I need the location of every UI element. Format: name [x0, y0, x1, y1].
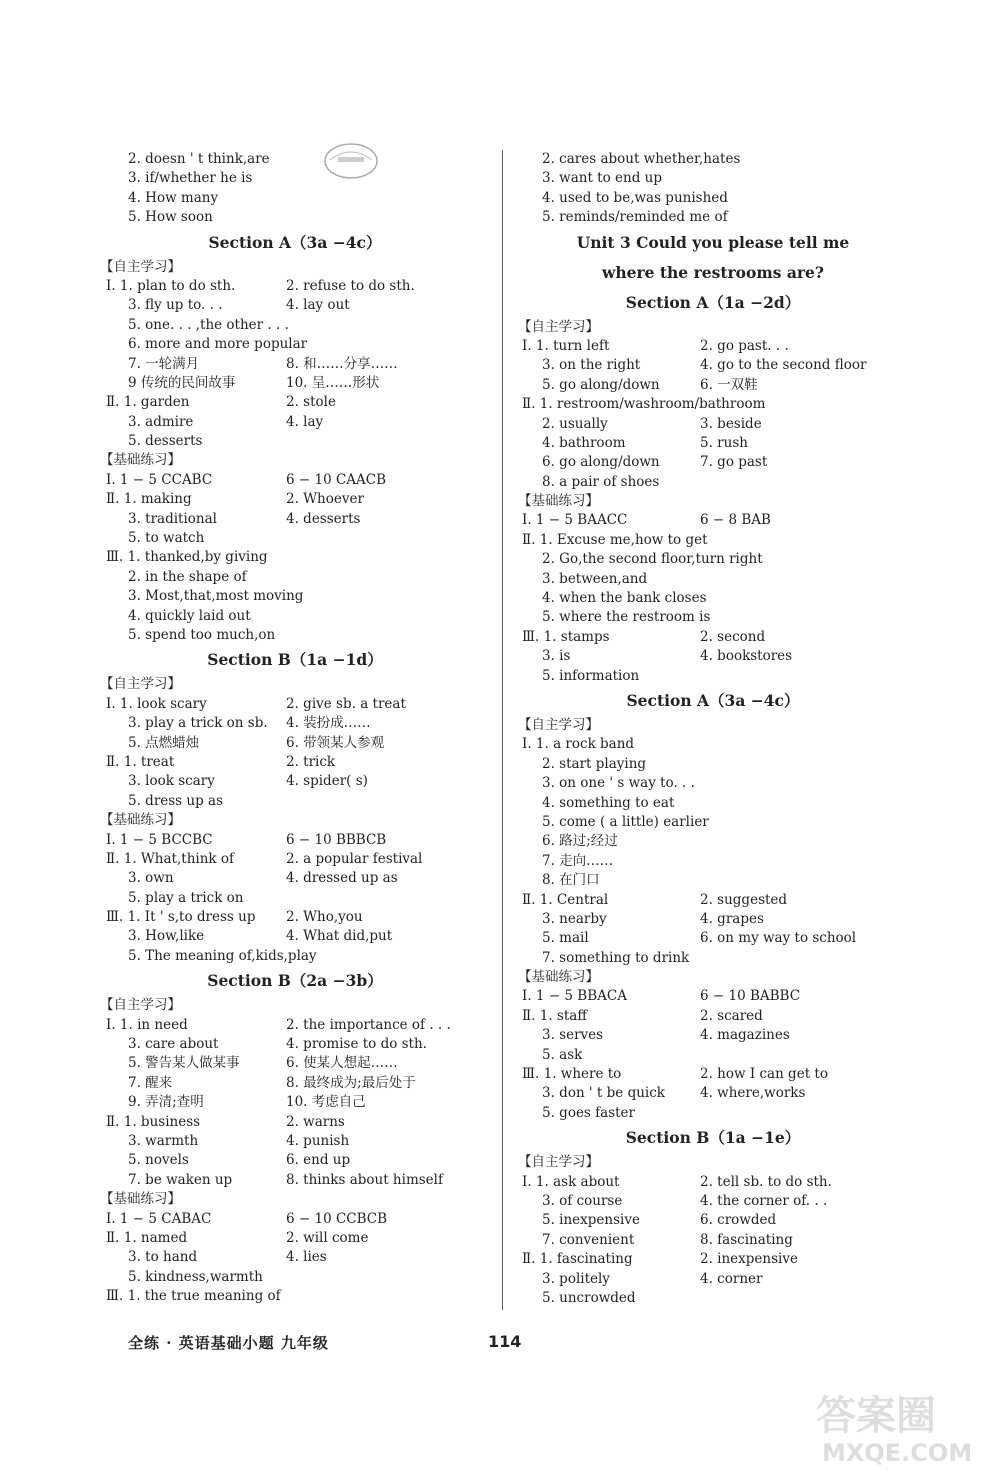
answer-text: 5. reminds/reminded me of	[542, 209, 728, 226]
answer-text: 8. 和……分享……	[286, 355, 398, 372]
answer-line	[518, 910, 908, 929]
answer-line	[518, 929, 908, 948]
answer-text: 4. when the bank closes	[542, 590, 707, 607]
answer-text: 2. a popular festival	[286, 850, 423, 867]
answer-line	[100, 869, 490, 888]
answer-text: 2. in the shape of	[128, 568, 247, 585]
answer-line	[518, 667, 908, 686]
answer-text: 6. on my way to school	[700, 930, 857, 947]
answer-text: 8. 最终成为;最后处于	[286, 1074, 416, 1091]
answer-text: 6 − 10 BABBC	[700, 988, 801, 1005]
answer-text: 2. go past. . .	[700, 337, 789, 354]
section-heading: Section B（1a −1e）	[625, 1128, 801, 1148]
answer-text: 5. uncrowded	[542, 1289, 636, 1306]
answer-line	[518, 570, 908, 589]
answer-line	[518, 169, 908, 188]
answer-line	[518, 608, 908, 627]
section-heading: Section A（3a −4c）	[626, 690, 800, 710]
answer-text: 3. fly up to. . .	[128, 297, 223, 314]
answer-text: 3. between,and	[542, 570, 648, 587]
answer-line	[100, 393, 490, 412]
answer-text: 4. How many	[128, 189, 219, 206]
answer-text: Ⅲ. 1. stamps	[522, 628, 610, 645]
answer-text: Ⅰ. 1. a rock band	[522, 736, 635, 753]
answer-text: 2. Go,the second floor,turn right	[542, 551, 763, 568]
answer-text: 4. corner	[700, 1270, 763, 1287]
answer-line	[100, 374, 490, 393]
answer-line	[100, 1210, 490, 1229]
exercise-tag: 【自主学习】	[100, 997, 181, 1014]
answer-text: 4. go to the second floor	[700, 357, 867, 374]
answer-text: 3. admire	[128, 413, 194, 430]
answer-text: 4. 装扮成……	[286, 715, 371, 732]
answer-line	[100, 1113, 490, 1132]
page-number: 114	[488, 1332, 522, 1351]
answer-line	[518, 852, 908, 871]
answer-line	[518, 1270, 908, 1289]
answer-text: 3. of course	[542, 1192, 623, 1209]
answer-line	[100, 1054, 490, 1073]
exercise-tag: 【基础练习】	[100, 1191, 181, 1208]
answer-text: 3. care about	[128, 1036, 219, 1053]
answer-line	[518, 949, 908, 968]
answer-line	[100, 587, 490, 606]
answer-text: 6. 一双鞋	[700, 376, 758, 393]
answer-text: 6. crowded	[700, 1212, 777, 1229]
answer-text: 2. inexpensive	[700, 1251, 798, 1268]
answer-text: Ⅱ. 1. named	[106, 1229, 188, 1246]
answer-text: 8. a pair of shoes	[542, 473, 660, 490]
answer-line	[518, 395, 908, 414]
answer-line	[100, 316, 490, 335]
answer-text: 2. stole	[286, 394, 336, 411]
answer-text: 2. trick	[286, 753, 336, 770]
answer-text: 6. go along/down	[542, 454, 660, 471]
book-title-footer: 全练 · 英语基础小题 九年级	[128, 1334, 329, 1352]
answer-line	[100, 695, 490, 714]
answer-text: 5. ask	[542, 1046, 583, 1063]
answer-line	[100, 355, 490, 374]
answer-line	[100, 568, 490, 587]
answer-text: 3. Most,that,most moving	[128, 588, 304, 605]
unit-title: where the restrooms are?	[601, 262, 825, 282]
right-answer-column	[518, 150, 908, 1308]
answer-text: 9 传统的民间故事	[128, 374, 236, 391]
answer-text: Ⅱ. 1. treat	[106, 753, 175, 770]
answer-text: 7. 醒来	[128, 1074, 173, 1091]
answer-line	[518, 208, 908, 227]
answer-text: 4. lay out	[286, 297, 350, 314]
answer-line	[518, 356, 908, 375]
exercise-tag: 【基础练习】	[518, 493, 599, 510]
answer-text: 3. is	[542, 648, 571, 665]
answer-line	[100, 169, 490, 188]
exercise-tag: 【基础练习】	[518, 969, 599, 986]
answer-text: 6 − 10 CCBCB	[286, 1210, 388, 1227]
answer-text: 5. rush	[700, 434, 748, 451]
answer-text: Ⅰ. 1. in need	[106, 1016, 188, 1033]
exercise-tag: 【自主学习】	[518, 318, 599, 335]
column-divider	[502, 150, 503, 1310]
answer-text: Ⅰ. 1 − 5 CABAC	[106, 1210, 212, 1227]
answer-text: 8. 在门口	[542, 872, 600, 889]
answer-text: 2. the importance of . . .	[286, 1016, 451, 1033]
answer-line	[100, 296, 490, 315]
answer-line	[100, 947, 490, 966]
answer-text: 3. if/whether he is	[128, 170, 253, 187]
answer-text: 6 − 8 BAB	[700, 512, 771, 529]
exercise-tag: 【自主学习】	[518, 1154, 599, 1171]
answer-text: 4. punish	[286, 1132, 350, 1149]
answer-text: Ⅱ. 1. garden	[106, 394, 190, 411]
answer-line	[518, 1231, 908, 1250]
answer-line	[100, 1132, 490, 1151]
answer-text: 7. 一轮满月	[128, 355, 200, 372]
answer-text: 5. come ( a little) earlier	[542, 813, 709, 830]
answer-text: 5. where the restroom is	[542, 609, 711, 626]
answer-text: 5. novels	[128, 1152, 189, 1169]
answer-text: 4. magazines	[700, 1027, 790, 1044]
answer-line	[518, 987, 908, 1006]
answer-line	[518, 550, 908, 569]
answer-text: 7. something to drink	[542, 949, 690, 966]
answer-text: Ⅱ. 1. restroom/washroom/bathroom	[522, 396, 766, 413]
answer-line	[518, 337, 908, 356]
answer-text: 5. to watch	[128, 530, 205, 547]
answer-line	[100, 189, 490, 208]
answer-text: 2. give sb. a treat	[286, 695, 406, 712]
answer-text: 4. dressed up as	[286, 870, 398, 887]
answer-text: 2. usually	[542, 415, 608, 432]
answer-line	[100, 150, 490, 169]
exercise-tag: 【基础练习】	[100, 452, 181, 469]
answer-text: Ⅱ. 1. Central	[522, 891, 609, 908]
answer-text: 2. suggested	[700, 891, 788, 908]
answer-text: 3. want to end up	[542, 170, 662, 187]
section-heading: Section A（1a −2d）	[625, 292, 801, 312]
answer-line	[518, 755, 908, 774]
answer-text: 3. serves	[542, 1027, 604, 1044]
answer-line	[100, 277, 490, 296]
watermark-logo	[802, 1377, 982, 1467]
answer-text: 2. scared	[700, 1007, 763, 1024]
answer-line	[100, 432, 490, 451]
answer-line	[100, 908, 490, 927]
answer-text: 7. be waken up	[128, 1171, 233, 1188]
answer-line	[518, 1104, 908, 1123]
answer-text: 3. nearby	[542, 910, 607, 927]
answer-text: Ⅰ. 1 − 5 BBACA	[522, 988, 627, 1005]
exercise-tag: 【基础练习】	[100, 812, 181, 829]
answer-line	[100, 734, 490, 753]
answer-text: Ⅱ. 1. staff	[522, 1007, 587, 1024]
answer-text: Ⅰ. 1. ask about	[522, 1173, 620, 1190]
answer-text: 5. goes faster	[542, 1104, 635, 1121]
answer-line	[100, 607, 490, 626]
answer-text: 4. bookstores	[700, 648, 793, 665]
answer-text: 6. end up	[286, 1152, 351, 1169]
answer-text: 9. 弄清;查明	[128, 1094, 204, 1111]
answer-line	[100, 772, 490, 791]
answer-line	[100, 850, 490, 869]
answer-text: 6. 使某人想起……	[286, 1055, 398, 1072]
answer-line	[518, 531, 908, 550]
answer-text: 5. kindness,warmth	[128, 1268, 263, 1285]
answer-text: 2. refuse to do sth.	[286, 277, 415, 294]
answer-text: 6. 路过;经过	[542, 833, 618, 850]
answer-line	[100, 1287, 490, 1306]
answer-line	[100, 1229, 490, 1248]
unit-title: Unit 3 Could you please tell me	[576, 232, 850, 252]
answer-text: Ⅱ. 1. making	[106, 491, 192, 508]
answer-text: 5. 警告某人做某事	[128, 1055, 240, 1072]
answer-text: 2. Whoever	[286, 491, 364, 508]
answer-text: 5. go along/down	[542, 376, 660, 393]
answer-line	[518, 150, 908, 169]
answer-text: 3. on one ' s way to. . .	[542, 775, 695, 792]
section-heading: Section A（3a −4c）	[208, 232, 382, 252]
answer-text: 4. the corner of. . .	[700, 1192, 828, 1209]
answer-line	[100, 510, 490, 529]
answer-text: 5. 点燃蜡烛	[128, 734, 200, 751]
answer-line	[100, 335, 490, 354]
answer-text: 3. play a trick on sb.	[128, 715, 268, 732]
answer-line	[100, 1248, 490, 1267]
answer-text: Ⅰ. 1. look scary	[106, 695, 207, 712]
answer-line	[518, 1084, 908, 1103]
answer-text: Ⅱ. 1. business	[106, 1113, 201, 1130]
answer-line	[100, 626, 490, 645]
answer-text: 3. on the right	[542, 357, 641, 374]
answer-text: 4. something to eat	[542, 794, 675, 811]
answer-line	[518, 1173, 908, 1192]
answer-line	[518, 891, 908, 910]
answer-line	[518, 1192, 908, 1211]
answer-line	[100, 792, 490, 811]
answer-text: 5. spend too much,on	[128, 626, 276, 643]
exercise-tag: 【自主学习】	[100, 258, 181, 275]
answer-text: 2. start playing	[542, 755, 647, 772]
exercise-tag: 【自主学习】	[518, 716, 599, 733]
answer-text: 5. play a trick on	[128, 889, 244, 906]
answer-text: 7. go past	[700, 454, 768, 471]
answer-text: 4. What did,put	[286, 928, 393, 945]
answer-line	[100, 471, 490, 490]
answer-text: 3. own	[128, 870, 174, 887]
exercise-tag: 【自主学习】	[100, 676, 181, 693]
answer-line	[518, 1211, 908, 1230]
answer-line	[100, 1151, 490, 1170]
answer-text: 2. second	[700, 628, 766, 645]
answer-text: 5. The meaning of,kids,play	[128, 947, 317, 964]
answer-text: 3. beside	[700, 415, 762, 432]
answer-text: 10. 考虑自己	[286, 1094, 366, 1111]
answer-text: 2. doesn ' t think,are	[128, 151, 270, 167]
answer-text: Ⅲ. 1. where to	[522, 1066, 622, 1083]
answer-line	[518, 735, 908, 754]
answer-text: 5. information	[542, 667, 640, 684]
answer-line	[518, 1065, 908, 1084]
answer-line	[518, 589, 908, 608]
answer-line	[518, 871, 908, 890]
answer-text: Ⅱ. 1. fascinating	[522, 1251, 633, 1268]
answer-text: 6 − 10 CAACB	[286, 471, 387, 488]
answer-line	[518, 1007, 908, 1026]
answer-text: Ⅱ. 1. What,think of	[106, 850, 234, 867]
answer-text: 5. desserts	[128, 433, 203, 450]
answer-line	[100, 413, 490, 432]
answer-line	[100, 1035, 490, 1054]
answer-line	[518, 473, 908, 492]
answer-line	[100, 490, 490, 509]
answer-text: 5. dress up as	[128, 792, 224, 809]
answer-line	[100, 831, 490, 850]
answer-text: 7. 走向……	[542, 852, 614, 869]
answer-line	[518, 774, 908, 793]
answer-text: 4. used to be,was punished	[542, 189, 728, 206]
answer-line	[518, 1250, 908, 1269]
answer-text: 3. don ' t be quick	[542, 1085, 665, 1102]
answer-text: 10. 呈……形状	[286, 374, 380, 391]
answer-text: 3. politely	[542, 1270, 610, 1287]
answer-text: 5. one. . . ,the other . . .	[128, 316, 289, 333]
answer-line	[100, 1016, 490, 1035]
answer-text: 8. thinks about himself	[286, 1171, 443, 1188]
answer-text: Ⅰ. 1 − 5 BCCBC	[106, 831, 213, 848]
answer-line	[100, 529, 490, 548]
section-heading: Section B（2a −3b）	[207, 971, 383, 991]
answer-text: 2. warns	[286, 1113, 345, 1130]
answer-line	[518, 813, 908, 832]
answer-text: 4. lies	[286, 1249, 327, 1266]
answer-line	[518, 453, 908, 472]
answer-line	[100, 1171, 490, 1190]
answer-text: 5. mail	[542, 930, 589, 947]
answer-text: 2. Who,you	[286, 909, 363, 926]
answer-text: 5. inexpensive	[542, 1212, 640, 1229]
answer-text: 6. more and more popular	[128, 336, 308, 353]
answer-line	[518, 628, 908, 647]
answer-text: Ⅰ. 1 − 5 BAACC	[522, 512, 628, 529]
answer-text: 4. where,works	[700, 1085, 806, 1102]
answer-line	[518, 434, 908, 453]
answer-text: 4. lay	[286, 413, 324, 430]
answer-text: Ⅰ. 1. turn left	[522, 337, 610, 354]
answer-text: 3. How,like	[128, 928, 205, 945]
answer-line	[518, 1026, 908, 1045]
answer-line	[100, 1268, 490, 1287]
answer-text: 4. bathroom	[542, 434, 626, 451]
answer-text: Ⅲ. 1. It ' s,to dress up	[106, 909, 256, 926]
answer-text: Ⅰ. 1 − 5 CCABC	[106, 471, 213, 488]
answer-line	[518, 1289, 908, 1308]
answer-line	[100, 548, 490, 567]
answer-line	[518, 376, 908, 395]
answer-line	[100, 1093, 490, 1112]
answer-text: 4. grapes	[700, 910, 764, 927]
answer-text: 4. desserts	[286, 510, 361, 527]
answer-text: 6 − 10 BBBCB	[286, 831, 387, 848]
left-answer-column	[100, 150, 490, 1306]
answer-text: 7. convenient	[542, 1231, 635, 1248]
answer-text: 4. promise to do sth.	[286, 1036, 427, 1053]
answer-text: 5. How soon	[128, 209, 213, 226]
answer-line	[518, 1046, 908, 1065]
answer-text: 2. how I can get to	[700, 1066, 828, 1083]
answer-text: Ⅲ. 1. the true meaning of	[106, 1288, 281, 1305]
answer-text: 3. warmth	[128, 1132, 199, 1149]
svg-text:MXQE.COM: MXQE.COM	[822, 1439, 973, 1467]
answer-text: 2. cares about whether,hates	[542, 151, 741, 167]
answer-line	[518, 415, 908, 434]
answer-line	[100, 1074, 490, 1093]
answer-text: Ⅲ. 1. thanked,by giving	[106, 549, 268, 566]
section-heading: Section B（1a −1d）	[207, 650, 383, 670]
answer-text: 4. spider( s)	[286, 773, 368, 790]
answer-text: 3. to hand	[128, 1249, 198, 1266]
answer-line	[100, 714, 490, 733]
svg-text:答案圈: 答案圈	[816, 1393, 936, 1439]
answer-line	[518, 189, 908, 208]
answer-text: 3. traditional	[128, 510, 217, 527]
answer-line	[100, 208, 490, 227]
answer-line	[518, 794, 908, 813]
answer-line	[518, 647, 908, 666]
answer-text: 8. fascinating	[700, 1231, 793, 1248]
answer-text: 4. quickly laid out	[128, 607, 251, 624]
answer-text: Ⅱ. 1. Excuse me,how to get	[522, 531, 708, 548]
answer-line	[518, 832, 908, 851]
answer-text: 2. tell sb. to do sth.	[700, 1173, 832, 1190]
answer-line	[100, 753, 490, 772]
answer-text: Ⅰ. 1. plan to do sth.	[106, 277, 236, 294]
answer-text: 2. will come	[286, 1229, 369, 1246]
answer-line	[518, 511, 908, 530]
answer-line	[100, 927, 490, 946]
answer-text: 3. look scary	[128, 773, 215, 790]
answer-line	[100, 889, 490, 908]
answer-text: 6. 带领某人参观	[286, 734, 385, 751]
